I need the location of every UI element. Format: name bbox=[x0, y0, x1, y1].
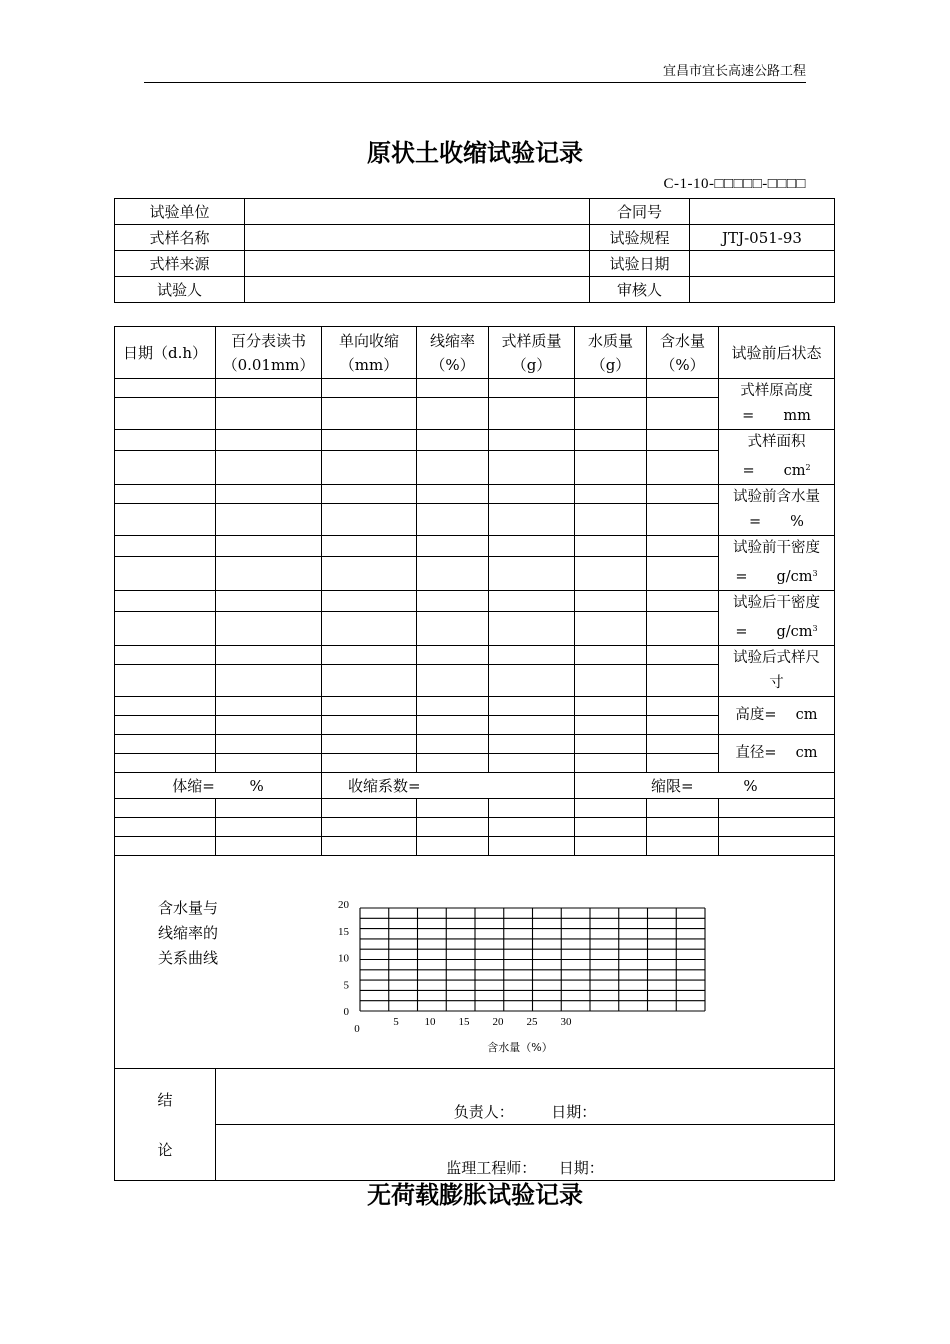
data-cell[interactable] bbox=[489, 716, 575, 735]
data-cell[interactable] bbox=[489, 450, 575, 484]
data-cell[interactable] bbox=[489, 591, 575, 612]
data-cell[interactable] bbox=[417, 799, 489, 818]
data-cell[interactable] bbox=[322, 450, 417, 484]
sample-name-label: 式样名称 bbox=[115, 225, 245, 251]
table-row bbox=[115, 646, 835, 665]
relation-line: 关系曲线 bbox=[158, 949, 219, 967]
data-cell[interactable] bbox=[216, 697, 322, 716]
data-cell[interactable] bbox=[647, 536, 719, 557]
data-cell[interactable] bbox=[575, 485, 647, 504]
data-cell[interactable] bbox=[216, 735, 322, 754]
responsible-line: 负责人： 日期： bbox=[216, 1069, 835, 1125]
data-cell[interactable] bbox=[322, 398, 417, 430]
data-cell[interactable] bbox=[115, 398, 216, 430]
data-cell[interactable] bbox=[216, 504, 322, 536]
test-date-label: 试验日期 bbox=[590, 251, 690, 277]
data-cell[interactable] bbox=[322, 504, 417, 536]
relation-line: 含水量与 bbox=[158, 899, 219, 917]
data-cell[interactable] bbox=[647, 485, 719, 504]
data-cell[interactable] bbox=[322, 556, 417, 590]
data-cell[interactable] bbox=[216, 556, 322, 590]
sidebar-post-height: 高度= cm bbox=[719, 697, 835, 735]
page-title: 原状土收缩试验记录 bbox=[367, 138, 583, 167]
data-cell[interactable] bbox=[489, 818, 575, 837]
data-cell[interactable] bbox=[322, 818, 417, 837]
table-row bbox=[115, 591, 835, 612]
tester-label: 试验人 bbox=[115, 277, 245, 303]
data-cell[interactable] bbox=[322, 716, 417, 735]
sidebar-original-height: 式样原高度 = mm bbox=[719, 379, 835, 430]
sample-name-value[interactable] bbox=[245, 225, 590, 251]
table-row bbox=[115, 251, 835, 277]
main-table bbox=[114, 326, 835, 1181]
table-row bbox=[115, 837, 835, 856]
data-cell[interactable] bbox=[115, 504, 216, 536]
data-cell[interactable] bbox=[216, 837, 322, 856]
data-cell[interactable] bbox=[322, 754, 417, 773]
data-cell[interactable] bbox=[575, 646, 647, 665]
data-cell[interactable] bbox=[575, 398, 647, 430]
data-cell[interactable] bbox=[647, 837, 719, 856]
data-cell[interactable] bbox=[115, 450, 216, 484]
sidebar-post-diameter: 直径= cm bbox=[719, 735, 835, 773]
reviewer-value[interactable] bbox=[690, 277, 835, 303]
supervisor-line: 监理工程师： 日期： bbox=[216, 1125, 835, 1181]
data-cell[interactable] bbox=[417, 735, 489, 754]
data-cell[interactable] bbox=[575, 591, 647, 612]
data-cell[interactable] bbox=[575, 665, 647, 697]
data-cell[interactable] bbox=[575, 818, 647, 837]
table-row bbox=[115, 199, 835, 225]
data-cell[interactable] bbox=[322, 665, 417, 697]
chart-row bbox=[115, 856, 835, 1069]
data-cell[interactable] bbox=[489, 735, 575, 754]
data-cell[interactable] bbox=[216, 536, 322, 557]
data-cell[interactable] bbox=[647, 450, 719, 484]
x-tick-label: 25 bbox=[526, 1016, 538, 1028]
data-cell[interactable] bbox=[322, 799, 417, 818]
data-cell[interactable] bbox=[489, 646, 575, 665]
x-tick-label: 15 bbox=[458, 1016, 470, 1028]
data-cell[interactable] bbox=[489, 611, 575, 645]
data-cell[interactable] bbox=[489, 485, 575, 504]
x-tick-label: 20 bbox=[492, 1016, 504, 1028]
data-cell[interactable] bbox=[489, 504, 575, 536]
col-shrink: 单向收缩 （mm） bbox=[322, 327, 417, 379]
header-row bbox=[115, 327, 835, 379]
data-cell[interactable] bbox=[216, 799, 322, 818]
data-cell[interactable] bbox=[115, 556, 216, 590]
data-cell[interactable] bbox=[216, 754, 322, 773]
data-cell[interactable] bbox=[417, 450, 489, 484]
extra-body bbox=[115, 799, 835, 856]
data-cell[interactable] bbox=[417, 716, 489, 735]
data-cell[interactable] bbox=[216, 818, 322, 837]
data-cell[interactable] bbox=[719, 818, 835, 837]
data-cell[interactable] bbox=[647, 799, 719, 818]
data-cell[interactable] bbox=[417, 536, 489, 557]
summary-row bbox=[115, 773, 835, 799]
conclusion-row bbox=[115, 1125, 835, 1181]
shrink-coefficient: 收缩系数= bbox=[322, 773, 575, 799]
data-cell[interactable] bbox=[489, 430, 575, 451]
data-cell[interactable] bbox=[489, 665, 575, 697]
data-cell[interactable] bbox=[575, 799, 647, 818]
x-tick-label: 30 bbox=[560, 1016, 572, 1028]
contract-value[interactable] bbox=[690, 199, 835, 225]
x-tick-label: 5 bbox=[393, 1016, 399, 1028]
col-date: 日期（d.h） bbox=[115, 327, 216, 379]
data-cell[interactable] bbox=[647, 716, 719, 735]
data-cell[interactable] bbox=[489, 556, 575, 590]
data-cell[interactable] bbox=[489, 754, 575, 773]
data-cell[interactable] bbox=[489, 536, 575, 557]
data-cell[interactable] bbox=[115, 735, 216, 754]
tester-value[interactable] bbox=[245, 277, 590, 303]
data-cell[interactable] bbox=[216, 485, 322, 504]
data-cell[interactable] bbox=[322, 379, 417, 398]
data-cell[interactable] bbox=[647, 430, 719, 451]
data-cell[interactable] bbox=[575, 536, 647, 557]
form-code: C-1-10-□□□□□-□□□□ bbox=[663, 176, 806, 192]
x-tick-label: 0 bbox=[354, 1023, 360, 1035]
data-cell[interactable] bbox=[575, 735, 647, 754]
data-cell[interactable] bbox=[115, 379, 216, 398]
data-cell[interactable] bbox=[115, 697, 216, 716]
data-cell[interactable] bbox=[719, 837, 835, 856]
volume-shrink: 体缩= % bbox=[115, 773, 322, 799]
data-cell[interactable] bbox=[322, 837, 417, 856]
test-date-value[interactable] bbox=[690, 251, 835, 277]
data-cell[interactable] bbox=[575, 430, 647, 451]
data-cell[interactable] bbox=[417, 665, 489, 697]
y-tick-label: 10 bbox=[338, 952, 349, 965]
data-cell[interactable] bbox=[417, 818, 489, 837]
data-cell[interactable] bbox=[647, 591, 719, 612]
y-tick-label: 5 bbox=[343, 979, 349, 992]
table-row bbox=[115, 536, 835, 557]
table-row bbox=[115, 485, 835, 504]
relation-line: 线缩率的 bbox=[158, 924, 219, 942]
data-cell[interactable] bbox=[489, 799, 575, 818]
data-cell[interactable] bbox=[322, 697, 417, 716]
data-cell[interactable] bbox=[417, 485, 489, 504]
data-cell[interactable] bbox=[417, 430, 489, 451]
sample-source-label: 式样来源 bbox=[115, 251, 245, 277]
data-cell[interactable] bbox=[115, 591, 216, 612]
data-cell[interactable] bbox=[115, 799, 216, 818]
x-tick-label: 10 bbox=[424, 1016, 436, 1028]
table-row bbox=[115, 697, 835, 716]
data-cell[interactable] bbox=[575, 556, 647, 590]
moisture-shrink-chart bbox=[335, 876, 715, 1056]
col-dial: 百分表读书 （0.01mm） bbox=[216, 327, 322, 379]
relation-label bbox=[158, 896, 238, 971]
data-cell[interactable] bbox=[115, 818, 216, 837]
data-cell[interactable] bbox=[322, 611, 417, 645]
data-cell[interactable] bbox=[115, 611, 216, 645]
col-linear: 线缩率 （%） bbox=[417, 327, 489, 379]
data-cell[interactable] bbox=[417, 837, 489, 856]
col-mass: 式样质量 （g） bbox=[489, 327, 575, 379]
sidebar-pre-density: 试验前干密度 = $g/cm^3$ bbox=[719, 536, 835, 591]
data-cell[interactable] bbox=[216, 611, 322, 645]
col-status: 试验前后状态 bbox=[719, 327, 835, 379]
data-cell[interactable] bbox=[115, 485, 216, 504]
procedure-label: 试验规程 bbox=[590, 225, 690, 251]
sidebar-pre-moisture: 试验前含水量 = % bbox=[719, 485, 835, 536]
data-cell[interactable] bbox=[647, 556, 719, 590]
data-cell[interactable] bbox=[417, 504, 489, 536]
data-cell[interactable] bbox=[115, 716, 216, 735]
data-cell[interactable] bbox=[647, 398, 719, 430]
next-section-title: 无荷载膨胀试验记录 bbox=[367, 1180, 583, 1209]
data-cell[interactable] bbox=[575, 754, 647, 773]
data-cell[interactable] bbox=[575, 450, 647, 484]
data-cell[interactable] bbox=[647, 735, 719, 754]
data-cell[interactable] bbox=[216, 430, 322, 451]
table-row bbox=[115, 735, 835, 754]
data-cell[interactable] bbox=[216, 646, 322, 665]
data-cell[interactable] bbox=[417, 398, 489, 430]
sidebar-post-density: 试验后干密度 = $g/cm^3$ bbox=[719, 591, 835, 646]
data-cell[interactable] bbox=[115, 536, 216, 557]
data-cell[interactable] bbox=[489, 837, 575, 856]
table-row bbox=[115, 277, 835, 303]
data-cell[interactable] bbox=[216, 379, 322, 398]
data-cell[interactable] bbox=[575, 379, 647, 398]
data-cell[interactable] bbox=[417, 754, 489, 773]
data-cell[interactable] bbox=[417, 697, 489, 716]
sidebar-post-size: 试验后式样尺 寸 bbox=[719, 646, 835, 697]
x-axis-label: 含水量（%） bbox=[487, 1041, 553, 1054]
data-cell[interactable] bbox=[575, 504, 647, 536]
data-body bbox=[115, 379, 835, 773]
data-cell[interactable] bbox=[216, 591, 322, 612]
procedure-value[interactable]: JTJ-051-93 bbox=[690, 225, 835, 251]
data-cell[interactable] bbox=[647, 665, 719, 697]
data-cell[interactable] bbox=[647, 754, 719, 773]
table-row bbox=[115, 225, 835, 251]
data-cell[interactable] bbox=[115, 665, 216, 697]
data-cell[interactable] bbox=[322, 485, 417, 504]
data-cell[interactable] bbox=[216, 450, 322, 484]
data-cell[interactable] bbox=[216, 665, 322, 697]
data-cell[interactable] bbox=[322, 735, 417, 754]
sidebar-area: 式样面积 = $cm^2$ bbox=[719, 430, 835, 485]
table-row bbox=[115, 799, 835, 818]
chart-cell bbox=[115, 856, 835, 1069]
data-cell[interactable] bbox=[417, 556, 489, 590]
data-cell[interactable] bbox=[417, 646, 489, 665]
sample-source-value[interactable] bbox=[245, 251, 590, 277]
data-cell[interactable] bbox=[575, 716, 647, 735]
data-cell[interactable] bbox=[322, 591, 417, 612]
data-cell[interactable] bbox=[417, 591, 489, 612]
data-cell[interactable] bbox=[322, 536, 417, 557]
col-moisture: 含水量 （%） bbox=[647, 327, 719, 379]
conclusion-label: 结 论 bbox=[115, 1069, 216, 1181]
project-name: 宜昌市宜长高速公路工程 bbox=[662, 64, 806, 79]
data-cell[interactable] bbox=[115, 754, 216, 773]
data-cell[interactable] bbox=[489, 379, 575, 398]
col-water: 水质量 （g） bbox=[575, 327, 647, 379]
data-cell[interactable] bbox=[115, 430, 216, 451]
data-cell[interactable] bbox=[647, 818, 719, 837]
page-header bbox=[144, 62, 806, 83]
data-cell[interactable] bbox=[115, 837, 216, 856]
y-tick-label: 20 bbox=[338, 899, 349, 911]
data-cell[interactable] bbox=[417, 611, 489, 645]
data-cell[interactable] bbox=[322, 646, 417, 665]
data-cell[interactable] bbox=[575, 697, 647, 716]
table-row bbox=[115, 430, 835, 451]
shrink-limit: 缩限= % bbox=[575, 773, 835, 799]
data-cell[interactable] bbox=[216, 398, 322, 430]
info-table bbox=[114, 198, 835, 303]
unit-value[interactable] bbox=[245, 199, 590, 225]
data-cell[interactable] bbox=[417, 379, 489, 398]
data-cell[interactable] bbox=[575, 611, 647, 645]
data-cell[interactable] bbox=[647, 697, 719, 716]
data-cell[interactable] bbox=[322, 430, 417, 451]
data-cell[interactable] bbox=[575, 837, 647, 856]
data-cell[interactable] bbox=[647, 504, 719, 536]
table-row bbox=[115, 379, 835, 398]
data-cell[interactable] bbox=[719, 799, 835, 818]
data-cell[interactable] bbox=[115, 646, 216, 665]
y-tick-label: 15 bbox=[338, 925, 349, 938]
data-cell[interactable] bbox=[647, 379, 719, 398]
conclusion-row bbox=[115, 1069, 835, 1125]
data-cell[interactable] bbox=[489, 697, 575, 716]
unit-label: 试验单位 bbox=[115, 199, 245, 225]
data-cell[interactable] bbox=[216, 716, 322, 735]
reviewer-label: 审核人 bbox=[590, 277, 690, 303]
y-tick-label: 0 bbox=[343, 1006, 349, 1018]
contract-label: 合同号 bbox=[590, 199, 690, 225]
data-cell[interactable] bbox=[647, 646, 719, 665]
data-cell[interactable] bbox=[489, 398, 575, 430]
data-cell[interactable] bbox=[647, 611, 719, 645]
table-row bbox=[115, 818, 835, 837]
